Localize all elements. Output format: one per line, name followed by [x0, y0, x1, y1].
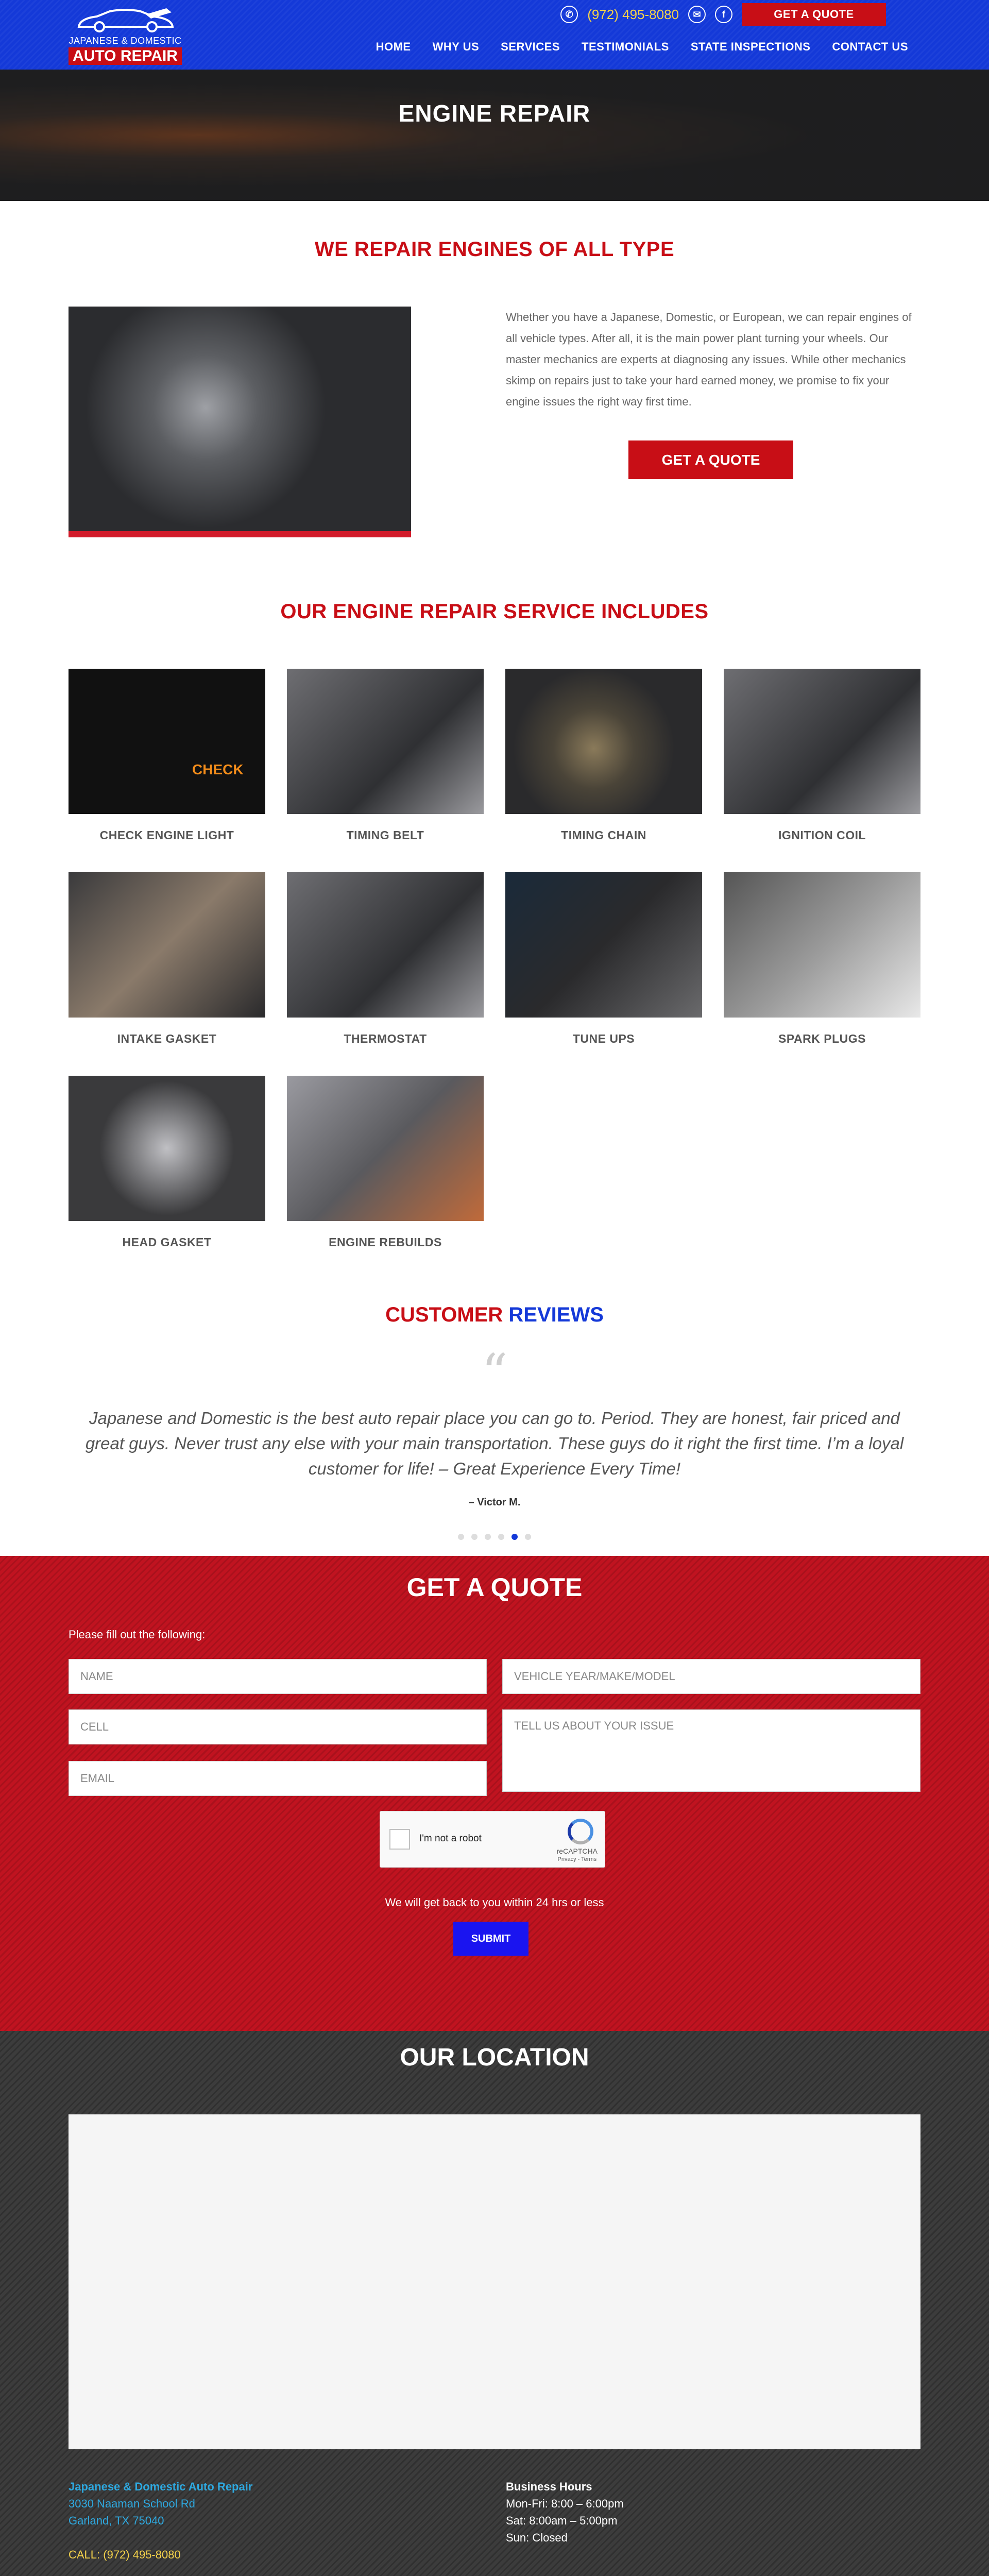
map[interactable] — [69, 2114, 920, 2449]
quote-form-section — [0, 1556, 989, 2031]
services-grid — [69, 669, 920, 1279]
service-tile[interactable] — [69, 1076, 265, 1279]
call-link[interactable]: CALL: (972) 495-8080 — [69, 2548, 181, 2561]
service-label: TIMING CHAIN — [561, 828, 646, 842]
quote-icon: “ — [481, 1343, 508, 1403]
address-city[interactable]: Garland, TX 75040 — [69, 2514, 164, 2527]
thermostat-image — [287, 872, 484, 1018]
address-block — [69, 2478, 252, 2563]
carousel-dot[interactable] — [471, 1534, 478, 1540]
header-quote-button[interactable]: GET A QUOTE — [742, 3, 886, 26]
service-label: INTAKE GASKET — [117, 1032, 217, 1045]
services-title: OUR ENGINE REPAIR SERVICE INCLUDES — [280, 600, 709, 623]
intro-text: Whether you have a Japanese, Domestic, or European, we can repair engines of all vehicle types. After all, it is the main power plant turning your wheels. Our master mechanics are experts at diagnosing any issues. While other mechanics skimp on repairs just to take your hard earned money, we promise to fix your engine issues the right way first time. — [506, 311, 912, 408]
hours-title: Business Hours — [506, 2480, 592, 2493]
intro-title: WE REPAIR ENGINES OF ALL TYPE — [314, 238, 675, 261]
carousel-dots — [0, 1534, 989, 1540]
review-author: – Victor M. — [468, 1497, 521, 1508]
service-tile[interactable] — [505, 669, 702, 872]
business-hours — [506, 2478, 624, 2546]
carousel-dot[interactable] — [511, 1534, 518, 1540]
hours-sunday: Sun: Closed — [506, 2531, 568, 2544]
location-title: OUR LOCATION — [400, 2044, 589, 2071]
hours-weekday: Mon-Fri: 8:00 – 6:00pm — [506, 2497, 624, 2510]
check-engine-light-image: CHECK — [69, 669, 265, 814]
service-label: HEAD GASKET — [122, 1235, 212, 1249]
tune-ups-image — [505, 872, 702, 1018]
reviews-title-blue: REVIEWS — [508, 1303, 604, 1326]
service-label: THERMOSTAT — [344, 1032, 427, 1045]
recaptcha-icon — [568, 1819, 593, 1844]
service-label: SPARK PLUGS — [778, 1032, 866, 1045]
ignition-coil-image — [724, 669, 920, 814]
recaptcha-brand-text: reCAPTCHA — [556, 1847, 598, 1855]
timing-belt-image — [287, 669, 484, 814]
location-section — [0, 2031, 989, 2576]
nav-state-inspections[interactable]: STATE INSPECTIONS — [690, 40, 811, 53]
recaptcha-checkbox[interactable] — [389, 1829, 410, 1850]
hours-saturday: Sat: 8:00am – 5:00pm — [506, 2514, 618, 2527]
service-tile[interactable] — [724, 872, 920, 1076]
service-label: CHECK ENGINE LIGHT — [99, 828, 234, 842]
carousel-dot[interactable] — [458, 1534, 464, 1540]
issue-textarea[interactable]: TELL US ABOUT YOUR ISSUE — [502, 1709, 920, 1792]
service-tile[interactable] — [724, 669, 920, 872]
service-label: IGNITION COIL — [778, 828, 866, 842]
hero-banner — [0, 70, 989, 201]
top-bar — [560, 4, 886, 25]
car-logo-icon — [69, 7, 182, 34]
submit-button[interactable]: SUBMIT — [453, 1922, 528, 1956]
service-label: TIMING BELT — [346, 828, 424, 842]
service-tile[interactable] — [287, 669, 484, 872]
reviews-title-red: CUSTOMER — [385, 1303, 503, 1326]
email-icon[interactable]: ✉ — [688, 6, 706, 23]
logo-line1: JAPANESE & DOMESTIC — [69, 36, 182, 46]
nav-why-us[interactable]: WHY US — [432, 40, 480, 53]
nav-testimonials[interactable]: TESTIMONIALS — [582, 40, 669, 53]
facebook-icon[interactable]: f — [715, 6, 732, 23]
nav-services[interactable]: SERVICES — [501, 40, 560, 53]
cell-field[interactable]: CELL — [69, 1709, 487, 1744]
engine-repair-image — [69, 307, 411, 537]
recaptcha-widget — [380, 1811, 605, 1868]
carousel-dot[interactable] — [485, 1534, 491, 1540]
nav-home[interactable]: HOME — [376, 40, 411, 53]
engine-rebuilds-image — [287, 1076, 484, 1221]
name-field[interactable]: NAME — [69, 1659, 487, 1694]
page-title: ENGINE REPAIR — [398, 100, 591, 127]
spark-plugs-image — [724, 872, 920, 1018]
intake-gasket-image — [69, 872, 265, 1018]
service-tile[interactable] — [505, 872, 702, 1076]
service-tile[interactable] — [69, 669, 265, 872]
service-tile[interactable] — [287, 872, 484, 1076]
timing-chain-image — [505, 669, 702, 814]
intro-quote-button[interactable]: GET A QUOTE — [628, 440, 793, 479]
review-text: Japanese and Domestic is the best auto repair place you can go to. Period. They are honest, fair priced and great guys. Never trust any else with your main transportation. These guys do it right the first time. I’m a loyal customer for life! – Great Experience Every Time! — [85, 1409, 904, 1478]
business-name[interactable]: Japanese & Domestic Auto Repair — [69, 2480, 253, 2493]
reviews-title — [0, 1303, 989, 1327]
service-label: TUNE UPS — [572, 1032, 635, 1045]
service-tile[interactable] — [287, 1076, 484, 1279]
head-gasket-image — [69, 1076, 265, 1221]
logo-line2: AUTO REPAIR — [69, 47, 182, 65]
recaptcha-label: I'm not a robot — [419, 1833, 482, 1844]
site-header — [0, 0, 989, 70]
service-label: ENGINE REBUILDS — [329, 1235, 442, 1249]
recaptcha-brand — [557, 1848, 598, 1863]
form-subtitle: Please fill out the following: — [69, 1628, 206, 1641]
form-title: GET A QUOTE — [406, 1573, 583, 1602]
site-logo[interactable] — [69, 7, 182, 68]
address-street[interactable]: 3030 Naaman School Rd — [69, 2497, 195, 2510]
carousel-dot[interactable] — [498, 1534, 504, 1540]
form-note: We will get back to you within 24 hrs or less — [385, 1896, 604, 1909]
main-nav — [376, 40, 908, 54]
nav-contact-us[interactable]: CONTACT US — [832, 40, 908, 53]
service-tile[interactable] — [69, 872, 265, 1076]
vehicle-field[interactable]: VEHICLE YEAR/MAKE/MODEL — [502, 1659, 920, 1694]
carousel-dot[interactable] — [525, 1534, 531, 1540]
recaptcha-links[interactable]: Privacy - Terms — [557, 1856, 597, 1862]
phone-icon[interactable]: ✆ — [560, 6, 578, 23]
header-phone[interactable]: (972) 495-8080 — [587, 6, 679, 22]
email-field[interactable]: EMAIL — [69, 1761, 487, 1796]
